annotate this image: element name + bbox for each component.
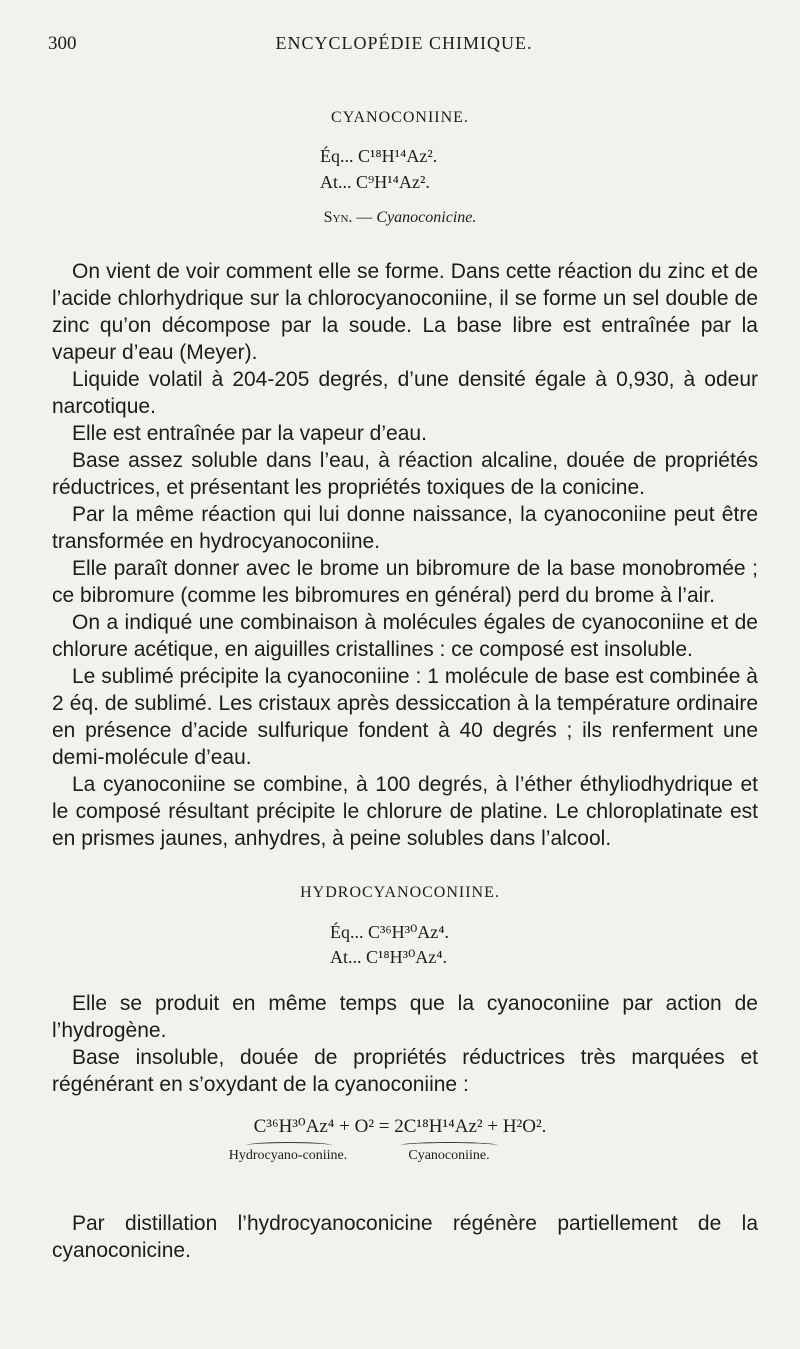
paragraph: Base insoluble, douée de propriétés réductrices très marquées et régénérant en s’oxydant de la cyanoconiine : xyxy=(52,1046,758,1096)
paragraph: Le sublimé précipite la cyanoconiine : 1 molécule de base est combinée à 2 éq. de sublimé. Les cristaux après dessiccation à la température ordinaire en présence d’acide sulfurique fondent à 40 degrés ; ils renferment une demi-molécule d’eau. xyxy=(52,665,758,769)
formula-atomic: At... C¹⁸H³⁰Az⁴. xyxy=(330,947,448,967)
section2-body xyxy=(52,990,758,1098)
final-paragraph-block xyxy=(52,1210,758,1264)
paragraph: Elle se produit en même temps que la cyanoconiine par action de l’hydrogène. xyxy=(52,992,758,1042)
paragraph: Elle est entraînée par la vapeur d’eau. xyxy=(72,422,427,445)
section-title-hydrocyanoconiine: HYDROCYANOCONIINE. xyxy=(300,884,500,901)
section1-body xyxy=(52,258,758,852)
paragraph: Elle paraît donner avec le brome un bibromure de la base monobromée ; ce bibromure (comme les bibromures en général) perd du brome à l’air. xyxy=(52,557,758,607)
formula-atomic: At... C⁹H¹⁴Az². xyxy=(320,172,430,192)
paragraph: Liquide volatil à 204-205 degrés, d’une densité égale à 0,930, à odeur narcotique. xyxy=(52,368,758,418)
running-head: ENCYCLOPÉDIE CHIMIQUE. xyxy=(275,33,533,53)
paragraph: Par la même réaction qui lui donne naissance, la cyanoconiine peut être transformée en hydrocyanoconiine. xyxy=(52,503,758,553)
equation-label-cyanoconiine: Cyanoconiine. xyxy=(408,1148,490,1163)
synonym-label: Syn. — xyxy=(323,209,373,226)
paragraph: Par distillation l’hydrocyanoconicine régénère partiellement de la cyanoconicine. xyxy=(52,1212,758,1262)
page-header xyxy=(48,33,760,59)
paragraph: La cyanoconiine se combine, à 100 degrés, à l’éther éthyliodhydrique et le composé résultant précipite le chlorure de platine. Le chloroplatinate est en prismes jaunes, anhydres, à peine solubles dans l’alcool. xyxy=(52,773,758,850)
paragraph: On vient de voir comment elle se forme. Dans cette réaction du zinc et de l’acide chlorhydrique sur la chlorocyanoconiine, il se forme un sel double de zinc qu’on décompose par la soude. La base libre est entraînée par la vapeur d’eau (Meyer). xyxy=(52,260,758,364)
section-title-cyanoconiine: CYANOCONIINE. xyxy=(331,109,469,126)
equation-label-hydrocyanoconiine: Hydrocyano-coniine. xyxy=(228,1148,348,1163)
page-number: 300 xyxy=(48,33,77,54)
synonym-line xyxy=(0,209,800,227)
paragraph: Base assez soluble dans l’eau, à réaction alcaline, douée de propriétés réductrices, et présentant les propriétés toxiques de la conicine. xyxy=(52,449,758,499)
paragraph: On a indiqué une combinaison à molécules égales de cyanoconiine et de chlorure acétique, en aiguilles cristallines : ce composé est insoluble. xyxy=(52,611,758,661)
synonym-value: Cyanoconicine. xyxy=(376,209,477,226)
formula-equivalent: Éq... C¹⁸H¹⁴Az². xyxy=(320,146,438,166)
reaction-equation: C³⁶H³⁰Az⁴ + O² = 2C¹⁸H¹⁴Az² + H²O². xyxy=(253,1116,547,1137)
formula-equivalent: Éq... C³⁶H³⁰Az⁴. xyxy=(330,922,450,942)
